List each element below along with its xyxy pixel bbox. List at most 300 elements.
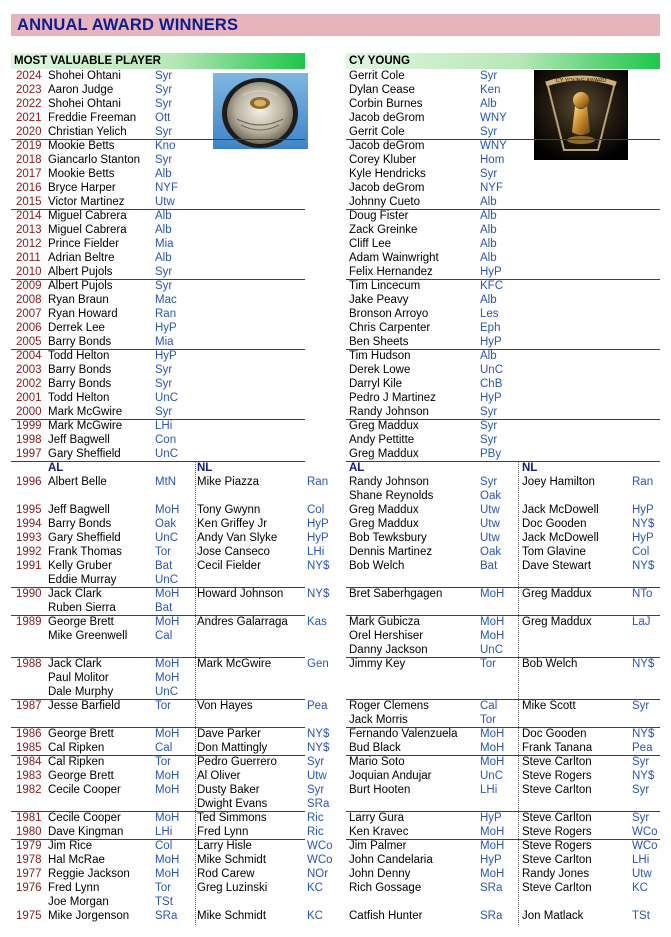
group-divider [11, 755, 305, 756]
mvp-nl-player: Mike Schmidt [197, 854, 267, 866]
cy-nl-team: Col [632, 546, 650, 558]
mvp-al-player: Mookie Betts [48, 140, 115, 152]
year-cell: 1983 [16, 770, 42, 782]
mvp-al-player: Mike Greenwell [48, 630, 128, 642]
cy-al-player: Randy Johnson [349, 406, 429, 418]
cy-al-player: Chris Carpenter [349, 322, 431, 334]
table-row [0, 881, 671, 895]
cy-al-team: PBy [480, 448, 502, 460]
cy-nl-team: Ran [632, 476, 654, 488]
group-divider [11, 419, 305, 420]
mvp-al-team: MoH [155, 672, 180, 684]
table-row [0, 587, 671, 601]
cy-al-player: Cliff Lee [349, 238, 391, 250]
mvp-al-player: Jeff Bagwell [48, 504, 110, 516]
cy-al-team: Syr [480, 70, 498, 82]
cy-al-team: HyP [480, 266, 502, 278]
cy-al-player: Mario Soto [349, 756, 405, 768]
cy-nl-team: KC [632, 882, 648, 894]
mvp-al-team: Syr [155, 280, 173, 292]
group-divider [346, 657, 660, 658]
mvp-al-player: Todd Helton [48, 350, 110, 362]
table-row [0, 83, 671, 97]
group-divider [11, 587, 305, 588]
table-row [0, 223, 671, 237]
group-divider [346, 139, 660, 140]
mvp-al-team: Bat [155, 602, 173, 614]
mvp-al-player: Cal Ripken [48, 756, 105, 768]
cy-al-player: Bret Saberhgagen [349, 588, 443, 600]
cy-al-team: HyP [480, 336, 502, 348]
table-row [0, 335, 671, 349]
cy-al-team: HyP [480, 812, 502, 824]
table-row [0, 503, 671, 517]
table-row [0, 755, 671, 769]
year-cell: 1987 [16, 700, 42, 712]
cy-nl-team: Syr [632, 756, 650, 768]
mvp-nl-player: Al Oliver [197, 770, 241, 782]
cy-al-team: SRa [480, 882, 503, 894]
cy-al-team: NYF [480, 182, 503, 194]
cy-al-team: Ken [480, 84, 501, 96]
mvp-nl-team: NY$ [307, 588, 330, 600]
mvp-nl-player: Tony Gwynn [197, 504, 261, 516]
cy-al-team: Syr [480, 476, 498, 488]
mvp-al-team: Cal [155, 742, 173, 754]
year-cell: 1978 [16, 854, 42, 866]
mvp-al-player: George Brett [48, 728, 114, 740]
cy-al-player: Doug Fister [349, 210, 409, 222]
year-cell: 2012 [16, 238, 42, 250]
mvp-al-player: Eddie Murray [48, 574, 117, 586]
cy-al-player: Shane Reynolds [349, 490, 434, 502]
cy-al-team: Alb [480, 294, 497, 306]
table-row [0, 167, 671, 181]
mvp-al-team: Syr [155, 84, 173, 96]
mvp-al-player: Aaron Judge [48, 84, 114, 96]
mvp-al-player: Albert Belle [48, 476, 107, 488]
year-cell: 1997 [16, 448, 42, 460]
mvp-nl-player: Jose Canseco [197, 546, 270, 558]
year-cell: 2006 [16, 322, 42, 334]
table-row [0, 895, 671, 909]
mvp-al-player: Jack Clark [48, 588, 102, 600]
cy-al-player: Zack Greinke [349, 224, 418, 236]
mvp-nl-team: Pea [307, 700, 328, 712]
mvp-al-team: MoH [155, 504, 180, 516]
cy-al-team: LHi [480, 784, 498, 796]
mvp-nl-player: Von Hayes [197, 700, 253, 712]
cy-nl-team: Pea [632, 742, 653, 754]
cy-nl-team: LaJ [632, 616, 651, 628]
mvp-al-player: Albert Pujols [48, 266, 113, 278]
cy-nl-team: NY$ [632, 728, 655, 740]
mvp-al-player: Derrek Lee [48, 322, 105, 334]
mvp-al-player: George Brett [48, 770, 114, 782]
group-divider [346, 279, 660, 280]
mvp-al-player: Paul Molitor [48, 672, 109, 684]
table-row [0, 573, 671, 587]
cy-al-player: Danny Jackson [349, 644, 428, 656]
cy-young-award-caption: CY YOUNG AWARD [555, 78, 607, 84]
table-row [0, 433, 671, 447]
cy-al-team: Oak [480, 546, 502, 558]
mvp-nl-team: NY$ [307, 742, 330, 754]
cy-al-team: HyP [480, 854, 502, 866]
mvp-al-player: Shohei Ohtani [48, 98, 121, 110]
year-cell: 1981 [16, 812, 42, 824]
cy-nl-team: NY$ [632, 658, 655, 670]
table-row [0, 251, 671, 265]
cy-nl-player: Tom Glavine [522, 546, 586, 558]
mvp-al-player: Mark McGwire [48, 406, 123, 418]
mvp-al-team: UnC [155, 392, 179, 404]
group-divider [346, 461, 660, 462]
cy-nl-player: Steve Rogers [522, 826, 592, 838]
year-cell: 1996 [16, 476, 42, 488]
mvp-al-team: Syr [155, 406, 173, 418]
cy-nl-team: HyP [632, 532, 654, 544]
table-row [0, 867, 671, 881]
table-row [0, 825, 671, 839]
mvp-nl-team: Syr [307, 756, 325, 768]
cy-al-player: Rich Gossage [349, 882, 422, 894]
cy-al-player: Jacob deGrom [349, 140, 425, 152]
cy-nl-player: Frank Tanana [522, 742, 593, 754]
mvp-al-player: Jim Rice [48, 840, 93, 852]
cy-al-team: Bat [480, 560, 498, 572]
mvp-al-player: Victor Martinez [48, 196, 125, 208]
mvp-al-player: Prince Fielder [48, 238, 119, 250]
cy-al-team: Syr [480, 420, 498, 432]
mvp-al-team: MoH [155, 784, 180, 796]
cy-al-team: Oak [480, 490, 502, 502]
table-row [0, 419, 671, 433]
mvp-al-player: Jesse Barfield [48, 700, 121, 712]
group-divider [11, 699, 305, 700]
year-cell: 2021 [16, 112, 42, 124]
mvp-nl-team: Ric [307, 826, 324, 838]
year-cell: 2011 [16, 252, 41, 264]
cy-al-team: ChB [480, 378, 503, 390]
mvp-nl-team: KC [307, 910, 323, 922]
table-row [0, 377, 671, 391]
cy-nl-team: WCo [632, 826, 658, 838]
mvp-al-team: MtN [155, 476, 177, 488]
cy-al-team: MoH [480, 840, 505, 852]
cy-al-player: Roger Clemens [349, 700, 429, 712]
group-divider [11, 657, 305, 658]
cy-nl-team: Syr [632, 812, 650, 824]
cy-nl-player: Mike Scott [522, 700, 576, 712]
mvp-al-team: Col [155, 840, 173, 852]
cy-al-player: Corey Kluber [349, 154, 417, 166]
mvp-al-player: Fred Lynn [48, 882, 100, 894]
cy-al-player: Ken Kravec [349, 826, 409, 838]
mvp-al-team: Tor [155, 756, 171, 768]
mvp-nl-player: Fred Lynn [197, 826, 249, 838]
mvp-al-team: MoH [155, 588, 180, 600]
table-row [0, 181, 671, 195]
mvp-nl-team: WCo [307, 840, 333, 852]
year-cell: 2005 [16, 336, 42, 348]
group-divider [346, 699, 660, 700]
table-row [0, 279, 671, 293]
cy-al-team: MoH [480, 826, 505, 838]
mvp-al-player: Hal McRae [48, 854, 105, 866]
year-cell: 1980 [16, 826, 42, 838]
cy-al-player: John Candelaria [349, 854, 433, 866]
year-cell: 1988 [16, 658, 42, 670]
cy-al-player: Orel Hershiser [349, 630, 424, 642]
table-row [0, 125, 671, 139]
cy-nl-player: Steve Carlton [522, 784, 592, 796]
group-divider [11, 615, 305, 616]
cy-al-player: Bob Welch [349, 560, 405, 572]
mvp-nl-player: Mike Piazza [197, 476, 259, 488]
cy-nl-team: NY$ [632, 770, 655, 782]
group-divider [346, 811, 660, 812]
table-row [0, 615, 671, 629]
cy-al-team: Cal [480, 700, 498, 712]
cy-al-player: Joquian Andujar [349, 770, 432, 782]
table-row [0, 265, 671, 279]
cy-nl-player: Steve Carlton [522, 882, 592, 894]
cy-young-heading: CY YOUNG [346, 53, 660, 69]
mvp-al-player: Miguel Cabrera [48, 210, 127, 222]
mvp-al-team: MoH [155, 616, 180, 628]
cy-al-player: Bob Tewksbury [349, 532, 427, 544]
cy-nl-team: NY$ [632, 518, 655, 530]
mvp-al-player: Barry Bonds [48, 364, 112, 376]
cy-al-team: Eph [480, 322, 501, 334]
group-divider [346, 587, 660, 588]
mvp-al-team: MoH [155, 854, 180, 866]
mvp-nl-team: NY$ [307, 728, 330, 740]
cy-al-team: MoH [480, 630, 505, 642]
year-cell: 2004 [16, 350, 42, 362]
table-row [0, 559, 671, 573]
mvp-al-team: Syr [155, 126, 173, 138]
mvp-al-player: Mark McGwire [48, 420, 123, 432]
year-cell: 2008 [16, 294, 42, 306]
cy-al-player: Darryl Kile [349, 378, 403, 390]
mvp-al-team: LHi [155, 420, 173, 432]
cy-nl-player: Dave Stewart [522, 560, 592, 572]
cy-nl-player: Greg Maddux [522, 588, 592, 600]
table-row [0, 853, 671, 867]
cy-al-player: Tim Hudson [349, 350, 411, 362]
cy-al-player: Catfish Hunter [349, 910, 423, 922]
year-cell: 1986 [16, 728, 42, 740]
mvp-al-team: Syr [155, 98, 173, 110]
cy-nl-player: Steve Carlton [522, 812, 592, 824]
mvp-heading: MOST VALUABLE PLAYER [11, 53, 305, 69]
cy-al-player: Gerrit Cole [349, 70, 405, 82]
mvp-nl-player: Howard Johnson [197, 588, 284, 600]
mvp-nl-team: Ran [307, 476, 329, 488]
mvp-al-team: UnC [155, 686, 179, 698]
cy-al-team: Alb [480, 238, 497, 250]
mvp-al-player: Ryan Braun [48, 294, 109, 306]
cy-al-team: Tor [480, 658, 496, 670]
table-row [0, 321, 671, 335]
year-cell: 1982 [16, 784, 42, 796]
group-divider [11, 839, 305, 840]
cy-nl-team: TSt [632, 910, 650, 922]
mvp-al-team: Mia [155, 238, 174, 250]
cy-al-player: Mark Gubicza [349, 616, 420, 628]
year-cell: 2023 [16, 84, 42, 96]
mvp-nl-team: Utw [307, 770, 327, 782]
mvp-al-player: Mike Jorgenson [48, 910, 130, 922]
mvp-nl-team: WCo [307, 854, 333, 866]
group-divider [346, 755, 660, 756]
table-row [0, 489, 671, 503]
year-cell: 1984 [16, 756, 42, 768]
mvp-al-team: Tor [155, 700, 171, 712]
cy-al-player: Ben Sheets [349, 336, 409, 348]
league-column-divider [195, 461, 196, 925]
mvp-nl-player: Pedro Guerrero [197, 756, 277, 768]
mvp-al-team: Syr [155, 364, 173, 376]
group-divider [346, 727, 660, 728]
cy-al-team: Alb [480, 98, 497, 110]
cy-al-team: Alb [480, 210, 497, 222]
table-row [0, 531, 671, 545]
cy-nl-team: WCo [632, 840, 658, 852]
mvp-nl-team: NY$ [307, 560, 330, 572]
year-cell: 2013 [16, 224, 42, 236]
year-cell: 2007 [16, 308, 42, 320]
year-cell: 2015 [16, 196, 42, 208]
mvp-nl-player: Mike Schmidt [197, 910, 267, 922]
mvp-al-team: Alb [155, 210, 172, 222]
cy-al-team: HyP [480, 392, 502, 404]
cy-al-player: Johnny Cueto [349, 196, 420, 208]
cy-al-team: Utw [480, 518, 500, 530]
mvp-al-team: UnC [155, 448, 179, 460]
mvp-al-team: HyP [155, 350, 177, 362]
mvp-al-team: Con [155, 434, 177, 446]
cy-nl-player: Joey Hamilton [522, 476, 595, 488]
cy-nl-player: Jon Matlack [522, 910, 584, 922]
mvp-al-player: Joe Morgan [48, 896, 109, 908]
mvp-al-team: UnC [155, 574, 179, 586]
mvp-al-team: Alb [155, 168, 172, 180]
cy-nl-player: Jack McDowell [522, 532, 599, 544]
mvp-nl-player: Andres Galarraga [197, 616, 288, 628]
group-divider [11, 811, 305, 812]
cy-nl-player: Doc Gooden [522, 518, 587, 530]
mvp-nl-player: Ken Griffey Jr [197, 518, 268, 530]
cy-nl-team: LHi [632, 854, 650, 866]
year-cell: 1994 [16, 518, 42, 530]
mvp-al-player: Todd Helton [48, 392, 110, 404]
cy-al-team: Alb [480, 224, 497, 236]
table-row [0, 797, 671, 811]
mvp-al-team: MoH [155, 728, 180, 740]
cy-al-player: Gerrit Cole [349, 126, 405, 138]
mvp-al-team: Utw [155, 196, 175, 208]
mvp-al-player: Freddie Freeman [48, 112, 137, 124]
cy-al-team: MoH [480, 868, 505, 880]
year-cell: 2020 [16, 126, 42, 138]
year-cell: 2009 [16, 280, 42, 292]
year-cell: 1976 [16, 882, 42, 894]
cy-nl-team: Syr [632, 700, 650, 712]
mvp-al-team: MoH [155, 868, 180, 880]
mvp-al-team: Cal [155, 630, 173, 642]
table-row [0, 839, 671, 853]
mvp-al-player: Jack Clark [48, 658, 102, 670]
cy-nl-player: Steve Carlton [522, 756, 592, 768]
table-row [0, 405, 671, 419]
mvp-nl-team: SRa [307, 798, 330, 810]
cy-al-player: Larry Gura [349, 812, 404, 824]
mvp-nl-player: Larry Hisle [197, 840, 252, 852]
mvp-nl-player: Mark McGwire [197, 658, 272, 670]
cy-al-team: Syr [480, 406, 498, 418]
mvp-al-team: MoH [155, 658, 180, 670]
cy-al-team: Alb [480, 252, 497, 264]
mvp-al-player: Jeff Bagwell [48, 434, 110, 446]
year-cell: 1979 [16, 840, 42, 852]
table-row [0, 293, 671, 307]
cy-al-team: Syr [480, 126, 498, 138]
cy-al-team: MoH [480, 588, 505, 600]
table-row [0, 209, 671, 223]
table-row [0, 811, 671, 825]
cy-al-player: Greg Maddux [349, 504, 419, 516]
cy-al-player: Bronson Arroyo [349, 308, 429, 320]
mvp-nl-player: Dwight Evans [197, 798, 268, 810]
mvp-al-player: Barry Bonds [48, 378, 112, 390]
table-row [0, 349, 671, 363]
cy-al-player: Felix Hernandez [349, 266, 433, 278]
year-cell: 1993 [16, 532, 42, 544]
table-row [0, 237, 671, 251]
cy-al-player: Greg Maddux [349, 518, 419, 530]
cy-al-player: Corbin Burnes [349, 98, 423, 110]
table-row [0, 447, 671, 461]
mvp-al-player: Shohei Ohtani [48, 70, 121, 82]
mvp-al-player: Miguel Cabrera [48, 224, 127, 236]
mvp-al-player: Mookie Betts [48, 168, 115, 180]
mvp-nl-team: Syr [307, 784, 325, 796]
year-cell: 2022 [16, 98, 42, 110]
mvp-nl-team: KC [307, 882, 323, 894]
mvp-al-player: Albert Pujols [48, 280, 113, 292]
year-cell: 1985 [16, 742, 42, 754]
mvp-al-player: George Brett [48, 616, 114, 628]
cy-nl-team: HyP [632, 504, 654, 516]
cy-al-player: Tim Lincecum [349, 280, 421, 292]
page-title: ANNUAL AWARD WINNERS [17, 16, 239, 34]
mvp-al-player: Dave Kingman [48, 826, 124, 838]
table-row [0, 657, 671, 671]
cy-al-player: Jack Morris [349, 714, 408, 726]
mvp-al-team: Tor [155, 546, 171, 558]
title-bar [11, 14, 660, 36]
table-row [0, 727, 671, 741]
table-row [0, 307, 671, 321]
group-divider [11, 139, 305, 140]
mvp-al-team: Ott [155, 112, 171, 124]
group-divider [11, 279, 305, 280]
mvp-nl-player: Ted Simmons [197, 812, 267, 824]
table-row [0, 769, 671, 783]
